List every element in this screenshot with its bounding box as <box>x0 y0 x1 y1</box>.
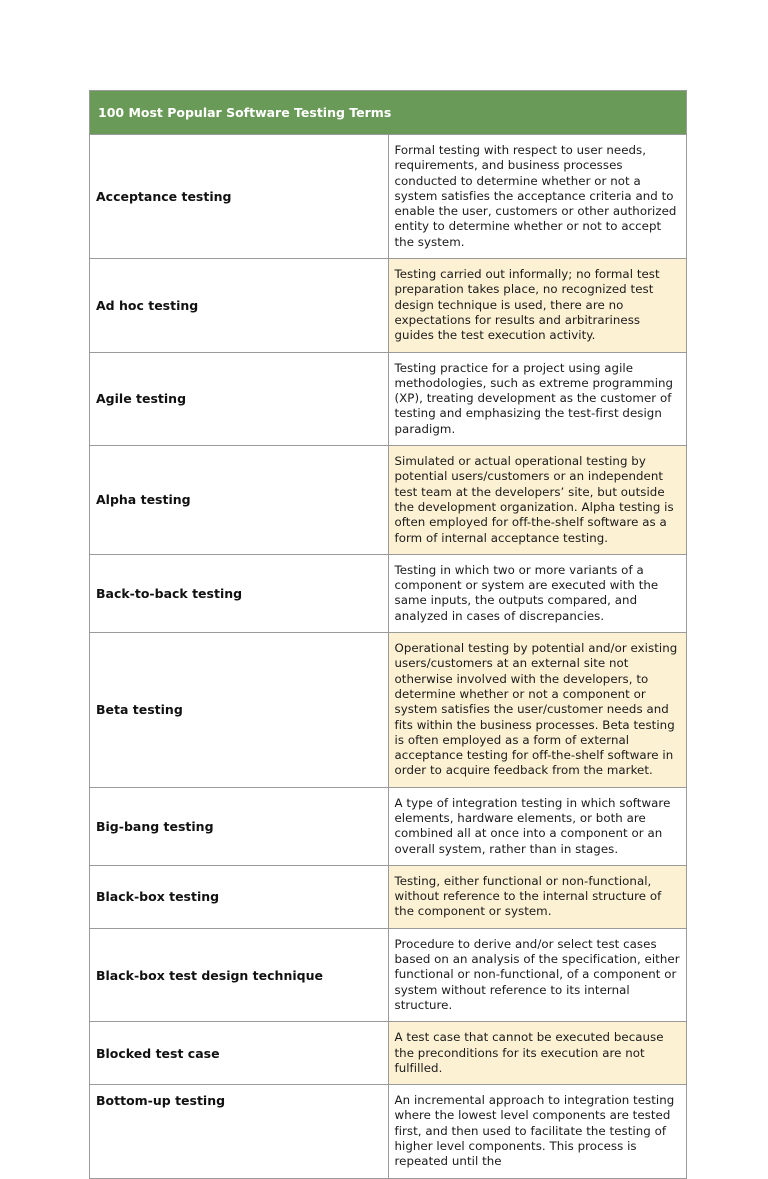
definition-cell: A test case that cannot be executed because the preconditions for its execution are not fulfilled. <box>388 1022 687 1085</box>
term-cell: Alpha testing <box>90 446 389 555</box>
term-cell: Black-box test design technique <box>90 928 389 1021</box>
term-cell: Agile testing <box>90 352 389 445</box>
table-title: 100 Most Popular Software Testing Terms <box>90 91 687 135</box>
term-cell: Bottom-up testing <box>90 1085 389 1178</box>
table-row <box>90 1085 687 1178</box>
definition-cell: Testing, either functional or non-functional, without reference to the internal structure of the component or system. <box>388 865 687 928</box>
table-row <box>90 446 687 555</box>
definition-cell: Operational testing by potential and/or existing users/customers at an external site not otherwise involved with the developers, to determine whether or not a component or system satisfies the user/customer needs and fits within the business processes. Beta testing is often employed as a form of external acceptance testing for off-the-shelf software in order to acquire feedback from the market. <box>388 633 687 788</box>
table-row <box>90 1022 687 1085</box>
table-row <box>90 259 687 352</box>
table-row <box>90 554 687 632</box>
table-row <box>90 928 687 1021</box>
table-row <box>90 135 687 259</box>
definition-cell: Procedure to derive and/or select test cases based on an analysis of the specification, either functional or non-functional, of a component or system without reference to its internal structure. <box>388 928 687 1021</box>
definition-cell: Testing practice for a project using agile methodologies, such as extreme programming (XP), treating development as the customer of testing and emphasizing the test-first design paradigm. <box>388 352 687 445</box>
table-row <box>90 787 687 865</box>
definition-cell: Testing carried out informally; no formal test preparation takes place, no recognized test design technique is used, there are no expectations for results and arbitrariness guides the test execution activity. <box>388 259 687 352</box>
software-testing-terms-table <box>89 90 687 1179</box>
term-cell: Big-bang testing <box>90 787 389 865</box>
term-cell: Black-box testing <box>90 865 389 928</box>
definition-cell: Formal testing with respect to user needs, requirements, and business processes conducted to determine whether or not a system satisfies the acceptance criteria and to enable the user, customers or other authorized entity to determine whether or not to accept the system. <box>388 135 687 259</box>
table-header-row <box>90 91 687 135</box>
table-row <box>90 352 687 445</box>
term-cell: Acceptance testing <box>90 135 389 259</box>
definition-cell: Testing in which two or more variants of a component or system are executed with the same inputs, the outputs compared, and analyzed in cases of discrepancies. <box>388 554 687 632</box>
term-cell: Back-to-back testing <box>90 554 389 632</box>
table-row <box>90 865 687 928</box>
definition-cell: Simulated or actual operational testing by potential users/customers or an independent test team at the developers’ site, but outside the development organization. Alpha testing is often employed for off-the-shelf software as a form of internal acceptance testing. <box>388 446 687 555</box>
definition-cell: An incremental approach to integration testing where the lowest level components are tested first, and then used to facilitate the testing of higher level components. This process is repeated until the <box>388 1085 687 1178</box>
term-cell: Blocked test case <box>90 1022 389 1085</box>
definition-cell: A type of integration testing in which software elements, hardware elements, or both are combined all at once into a component or an overall system, rather than in stages. <box>388 787 687 865</box>
term-cell: Beta testing <box>90 633 389 788</box>
term-cell: Ad hoc testing <box>90 259 389 352</box>
table-row <box>90 633 687 788</box>
